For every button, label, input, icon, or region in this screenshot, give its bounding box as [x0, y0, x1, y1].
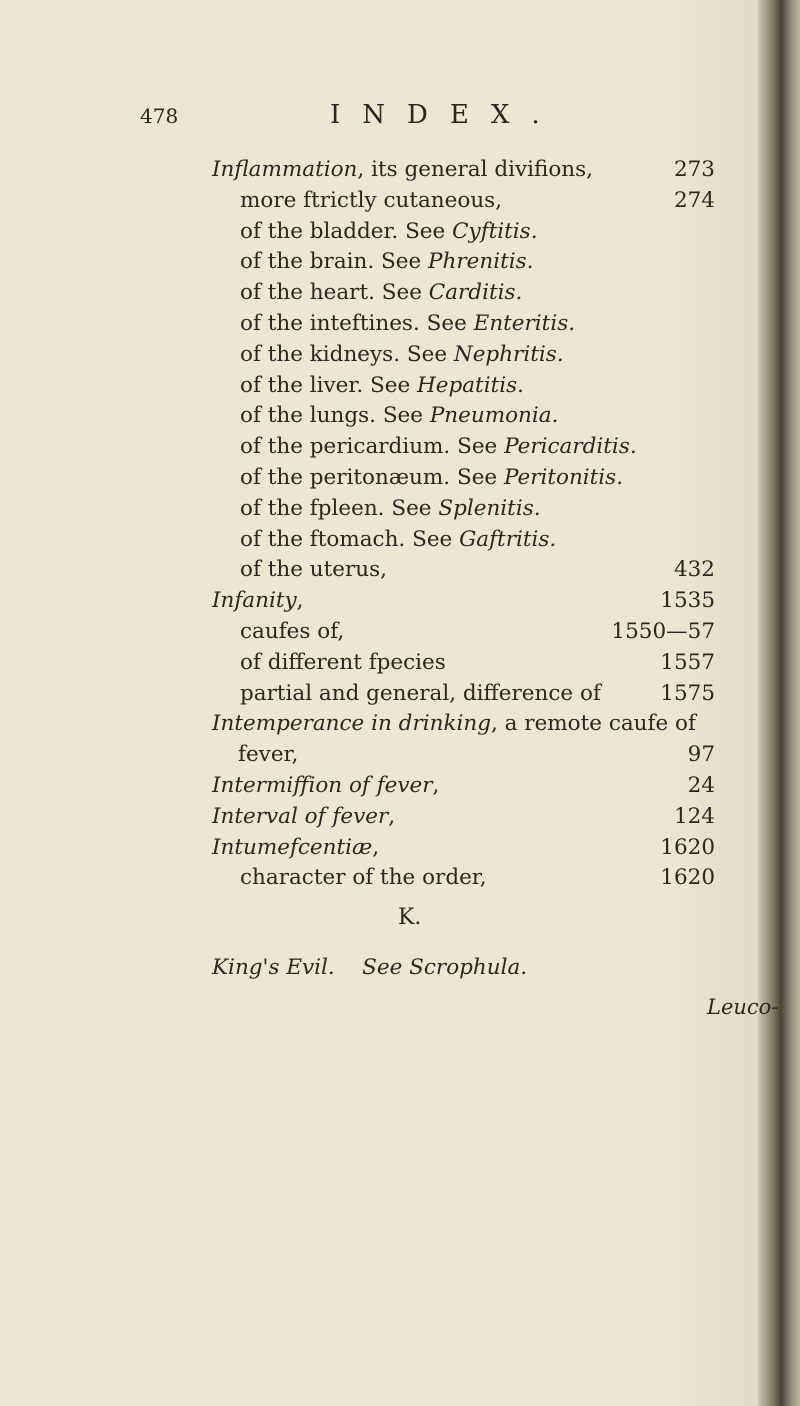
entry-text [240, 432, 637, 463]
index-entry [0, 186, 800, 217]
entry-subtext: of the brain. See [240, 249, 429, 275]
entry-page-ref: 432 [673, 557, 715, 583]
entry-subtext: of the pericardium. See [240, 434, 505, 460]
index-entry [0, 863, 800, 894]
entry-term: Intumefcentiæ [212, 834, 373, 860]
entry-term: Intemperance in drinking [212, 711, 491, 737]
entry-term: Infanity [212, 588, 297, 614]
entry-subtext: of the kidneys. See [240, 341, 454, 367]
page-title: INDEX. [330, 100, 562, 130]
index-entry [0, 771, 800, 802]
entry-text [240, 617, 344, 648]
entry-subtext: of the heart. See [240, 280, 429, 306]
entry-text [240, 340, 564, 371]
entry-text [240, 217, 538, 248]
section-letter-k: K. [398, 905, 422, 930]
entry-subtext: partial and general, difference of [240, 680, 601, 706]
entry-page-ref: 1575 [660, 680, 715, 706]
entry-page-ref: 1620 [660, 865, 715, 891]
entry-rest: , a remote caufe of [490, 711, 696, 737]
index-entry [0, 340, 800, 371]
entry-page-ref: 273 [673, 157, 715, 182]
entry-text [240, 863, 487, 894]
index-entry [0, 432, 800, 463]
entry-rest: , [432, 772, 440, 798]
entry-text [240, 401, 558, 432]
entry-text [240, 555, 387, 586]
entry-text [240, 278, 522, 309]
entry-text [212, 709, 696, 740]
index-entry [0, 463, 800, 494]
entry-subtext: of different fpecies [240, 649, 446, 675]
index-entry [0, 247, 800, 278]
index-entry [0, 371, 800, 402]
entry-subtext: of the ftomach. See [240, 526, 460, 552]
entry-text [212, 586, 303, 617]
entry-subtext: of the liver. See [240, 372, 417, 398]
index-entry [0, 278, 800, 309]
index-entry-kings-evil [212, 955, 527, 980]
page-number: 478 [140, 104, 179, 128]
entry-text [212, 771, 439, 802]
entry-subtext: character of the order, [240, 865, 487, 891]
see-reference: Pericarditis. [504, 434, 637, 460]
entry-subtext: of the fpleen. See [240, 495, 439, 521]
entry-text [240, 309, 575, 340]
see-reference: Pneumonia. [429, 403, 559, 429]
index-entry [0, 802, 800, 833]
entry-term: Inflammation [212, 157, 358, 182]
entry-rest: , [296, 588, 304, 614]
entry-subtext: more ftrictly cutaneous, [240, 187, 503, 213]
see-reference: Carditis. [428, 280, 523, 306]
entry-subtext: fever, [238, 742, 299, 768]
entry-subtext: of the inteftines. See [240, 310, 474, 336]
entry-page-ref: 24 [687, 772, 715, 798]
entry-subtext: of the lungs. See [240, 403, 430, 429]
entry-rest: , [388, 803, 396, 829]
entry-page-ref: 124 [673, 803, 715, 829]
entry-subtext: caufes of, [240, 618, 345, 644]
index-entry [0, 217, 800, 248]
entry-page-ref: 1620 [660, 834, 715, 860]
index-entry [0, 525, 800, 556]
entry-text [240, 648, 446, 679]
see-reference: Scrophula. [409, 955, 528, 980]
entry-text [212, 802, 395, 833]
catchword: Leuco- [707, 995, 779, 1019]
entry-subtext: of the peritonæum. See [240, 464, 504, 490]
index-entry [0, 555, 800, 586]
entry-page-ref: 274 [673, 187, 715, 213]
index-entry [0, 494, 800, 525]
entry-page-ref: 1557 [660, 649, 715, 675]
entry-text [240, 494, 541, 525]
see-label: See [362, 955, 410, 980]
entry-page-ref: 1535 [660, 588, 715, 614]
see-reference: Splenitis. [438, 495, 541, 521]
see-reference: Peritonitis. [503, 464, 624, 490]
entry-term: Intermiffion of fever [212, 772, 433, 798]
entry-page-ref: 97 [687, 742, 715, 768]
entry-text [240, 186, 502, 217]
index-entry [0, 709, 800, 740]
index-entry [0, 155, 800, 186]
see-reference: Cyftitis. [452, 218, 538, 244]
see-reference: Nephritis. [453, 341, 564, 367]
entry-term: Interval of fever [212, 803, 389, 829]
see-reference: Phrenitis. [428, 249, 534, 275]
entry-text [240, 525, 556, 556]
entry-term: King's Evil. [212, 955, 335, 980]
index-entry [0, 740, 800, 771]
entry-rest: , its general divifions, [357, 157, 593, 182]
index-entry [0, 401, 800, 432]
index-entries [0, 155, 800, 894]
index-entry [0, 679, 800, 710]
index-entry [0, 586, 800, 617]
see-reference: Gaftritis. [459, 526, 557, 552]
entry-page-ref: 1550—57 [611, 618, 715, 644]
entry-text [240, 463, 623, 494]
index-entry [0, 309, 800, 340]
entry-text [240, 247, 533, 278]
entry-rest: , [372, 834, 380, 860]
page-header [0, 100, 800, 140]
index-entry [0, 648, 800, 679]
entry-text [238, 740, 298, 771]
entry-text [212, 155, 593, 186]
index-entry [0, 617, 800, 648]
entry-subtext: of the uterus, [240, 557, 387, 583]
see-reference: Enteritis. [473, 310, 576, 336]
index-entry [0, 833, 800, 864]
entry-subtext: of the bladder. See [240, 218, 453, 244]
entry-text [240, 679, 601, 710]
see-reference: Hepatitis. [417, 372, 524, 398]
entry-text [240, 371, 524, 402]
entry-text [212, 833, 379, 864]
